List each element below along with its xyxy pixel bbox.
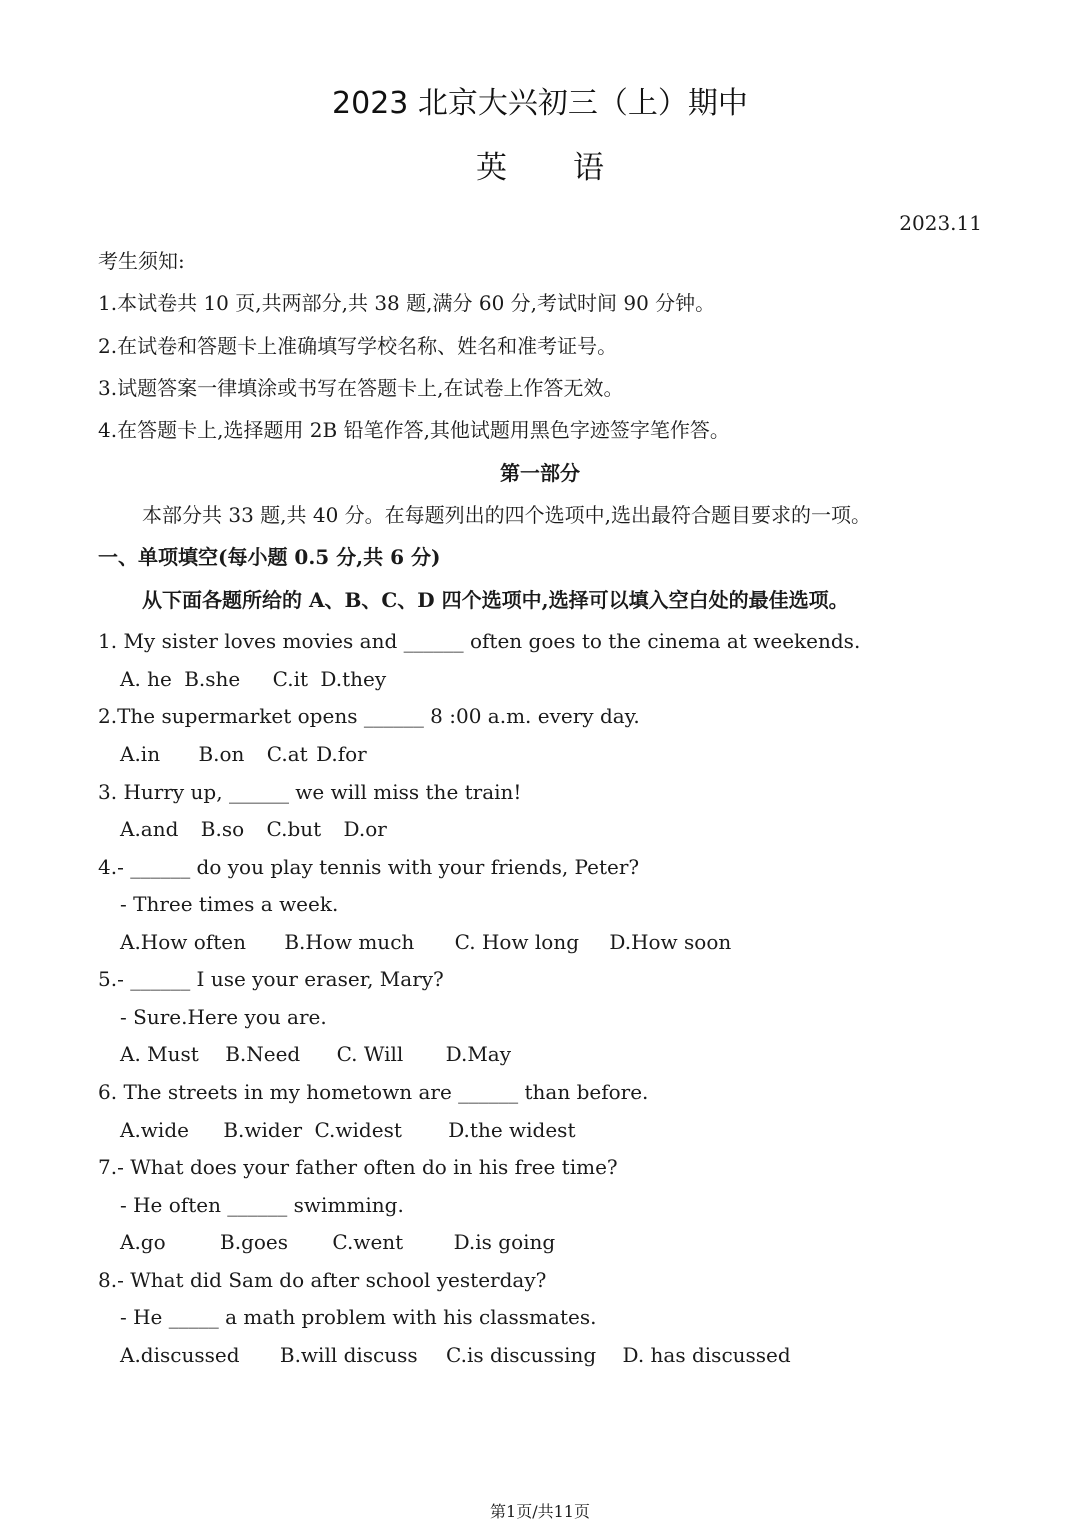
question-1-stem: 1. My sister loves movies and ______ often goes to the cinema at weekends. (98, 629, 861, 653)
option-a: A.discussed (120, 1343, 240, 1367)
notice-item-1: 1.本试卷共 10 页,共两部分,共 38 题,满分 60 分,考试时间 90 分钟。 (98, 291, 716, 315)
question-4-options (120, 927, 731, 957)
notice-item-4: 4.在答题卡上,选择题用 2B 铅笔作答,其他试题用黑色字迹签字笔作答。 (98, 418, 730, 442)
part-intro: 本部分共 33 题,共 40 分。在每题列出的四个选项中,选出最符合题目要求的一项。 (142, 503, 872, 527)
question-5-reply: - Sure.Here you are. (120, 1005, 327, 1029)
option-b: B.goes (220, 1230, 289, 1254)
option-b: B.How much (284, 930, 415, 954)
question-8-reply: - He _____ a math problem with his classmates. (120, 1305, 597, 1329)
option-a: A.How often (120, 930, 246, 954)
option-d: D.How soon (609, 930, 732, 954)
option-d: D.or (343, 817, 387, 841)
exam-title: 2023 北京大兴初三（上）期中 (332, 86, 748, 121)
exam-date: 2023.11 (899, 211, 982, 235)
question-7-reply: - He often ______ swimming. (120, 1193, 404, 1217)
exam-subject: 英语 (476, 150, 670, 186)
option-c: C.but (266, 817, 322, 841)
option-a: A.wide (120, 1118, 189, 1142)
question-4-reply: - Three times a week. (120, 892, 339, 916)
question-6-options (120, 1115, 575, 1145)
question-4-stem: 4.- ______ do you play tennis with your friends, Peter? (98, 855, 640, 879)
page-number: 第1页/共11页 (490, 1502, 590, 1521)
option-d: D. has discussed (622, 1343, 791, 1367)
option-b: B.Need (225, 1042, 301, 1066)
notice-item-3: 3.试题答案一律填涂或书写在答题卡上,在试卷上作答无效。 (98, 376, 624, 400)
part-heading: 第一部分 (500, 461, 580, 485)
option-c: C.is discussing (446, 1343, 597, 1367)
question-3-stem: 3. Hurry up, ______ we will miss the train! (98, 780, 522, 804)
option-c: C. How long (454, 930, 580, 954)
question-8-options (120, 1340, 791, 1370)
question-7-stem: 7.- What does your father often do in his free time? (98, 1155, 618, 1179)
notice-item-2: 2.在试卷和答题卡上准确填写学校名称、姓名和准考证号。 (98, 334, 618, 358)
question-3-options (120, 814, 387, 844)
option-d: D.they (320, 667, 387, 691)
question-2-stem: 2.The supermarket opens ______ 8 :00 a.m. every day. (98, 704, 640, 728)
option-a: A. he (120, 667, 172, 691)
question-7-options (120, 1227, 555, 1257)
question-5-options (120, 1039, 511, 1069)
notice-heading: 考生须知: (98, 249, 185, 273)
option-c: C.widest (314, 1118, 402, 1142)
option-d: D.for (316, 742, 367, 766)
option-b: B.will discuss (279, 1343, 418, 1367)
option-d: D.the widest (448, 1118, 576, 1142)
option-c: C. Will (336, 1042, 404, 1066)
option-b: B.so (200, 817, 245, 841)
option-c: C.it (272, 667, 309, 691)
question-1-options (120, 664, 386, 694)
section-instruction: 从下面各题所给的 A、B、C、D 四个选项中,选择可以填入空白处的最佳选项。 (142, 588, 849, 612)
question-5-stem: 5.- ______ I use your eraser, Mary? (98, 967, 444, 991)
option-a: A.go (120, 1230, 166, 1254)
question-6-stem: 6. The streets in my hometown are ______ than before. (98, 1080, 649, 1104)
section-title: 一、单项填空(每小题 0.5 分,共 6 分) (98, 545, 441, 569)
question-2-options (120, 739, 367, 769)
option-b: B.wider (223, 1118, 303, 1142)
option-c: C.went (332, 1230, 404, 1254)
option-c: C.at (266, 742, 308, 766)
option-a: A.in (120, 742, 161, 766)
option-d: D.May (445, 1042, 512, 1066)
option-d: D.is going (453, 1230, 556, 1254)
question-8-stem: 8.- What did Sam do after school yesterday? (98, 1268, 547, 1292)
option-b: B.she (184, 667, 241, 691)
option-a: A.and (120, 817, 179, 841)
option-b: B.on (198, 742, 245, 766)
option-a: A. Must (120, 1042, 199, 1066)
